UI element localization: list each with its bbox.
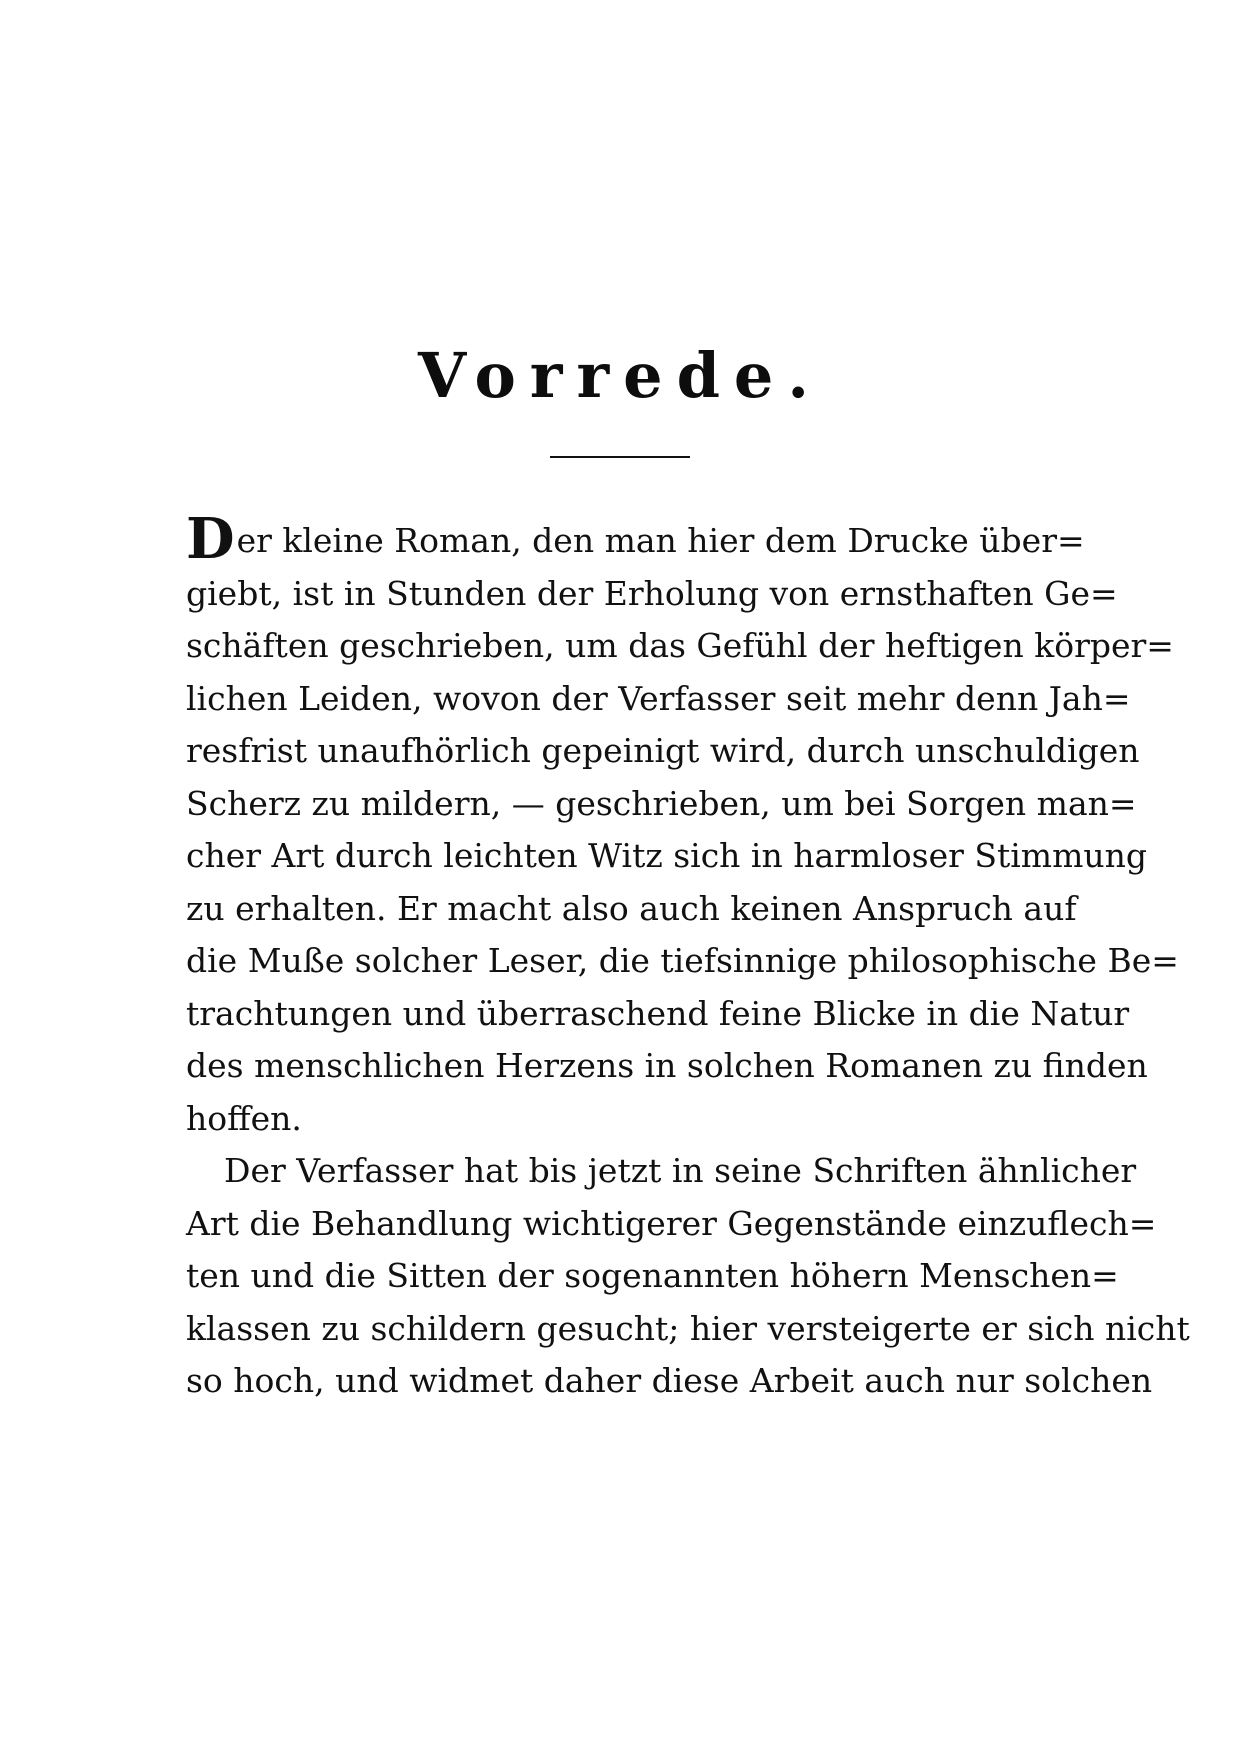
text-line: Der Verfasser hat bis jetzt in seine Schriften ähnlicher	[224, 1151, 1137, 1190]
text-line: trachtungen und überraschend feine Blicke in die Natur	[186, 993, 1130, 1033]
paragraph-1	[186, 506, 1179, 1145]
paragraph-2	[186, 1145, 1190, 1408]
text-line: Der kleine Roman, den man hier dem Drucke über=	[186, 506, 1085, 572]
body-text	[186, 506, 1190, 1408]
text-line: des menschlichen Herzens in solchen Romanen zu finden	[186, 1046, 1148, 1085]
page-title: Vorrede.	[418, 339, 823, 412]
text-line: Scherz zu mildern, — geschrieben, um bei Sorgen man=	[186, 783, 1137, 823]
text-line: hoffen.	[186, 1098, 302, 1138]
text-line: Art die Behandlung wichtigerer Gegenstände einzuflech=	[186, 1203, 1157, 1243]
text-line: so hoch, und widmet daher diese Arbeit auch nur solchen	[186, 1361, 1153, 1400]
text-line: schäften geschrieben, um das Gefühl der heftigen körper=	[186, 626, 1174, 665]
text-line: cher Art durch leichten Witz sich in harmloser Stimmung	[186, 836, 1147, 875]
text-line: klassen zu schildern gesucht; hier versteigerte er sich nicht	[186, 1308, 1190, 1348]
text-line: ten und die Sitten der sogenannten höhern Menschen=	[186, 1256, 1119, 1295]
text-line: die Muße solcher Leser, die tiefsinnige philosophische Be=	[186, 941, 1179, 980]
text-line: giebt, ist in Stunden der Erholung von ernsthaften Ge=	[186, 573, 1118, 613]
drop-cap: D	[186, 506, 235, 572]
title-divider	[550, 456, 690, 458]
text-line: resfrist unaufhörlich gepeinigt wird, durch unschuldigen	[186, 731, 1140, 770]
text-line: zu erhalten. Er macht also auch keinen Anspruch auf	[186, 888, 1077, 928]
text-line: lichen Leiden, wovon der Verfasser seit mehr denn Jah=	[186, 678, 1131, 718]
